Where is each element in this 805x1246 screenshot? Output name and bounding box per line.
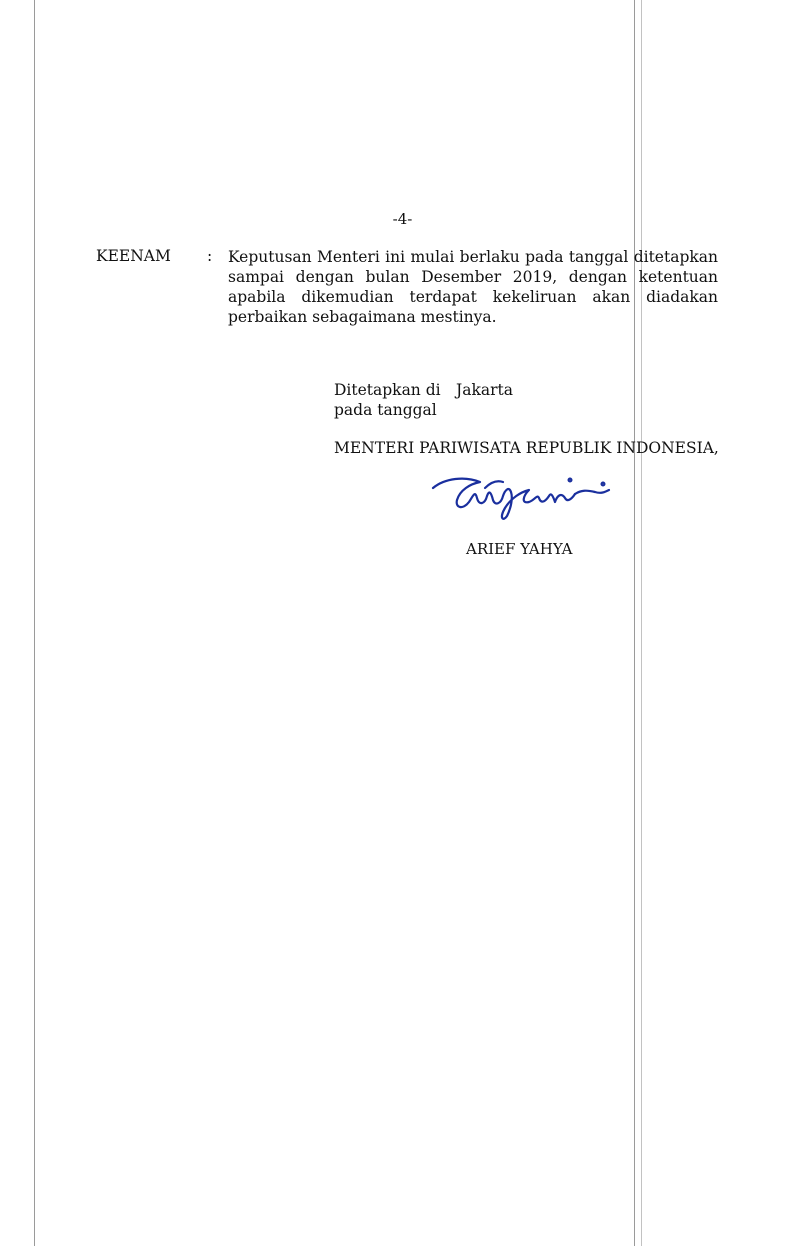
- scan-edge-right-1: [634, 0, 635, 1246]
- enactment-date-row: [334, 400, 513, 420]
- place-value: Jakarta: [456, 381, 513, 399]
- signatory-title: MENTERI PARIWISATA REPUBLIK INDONESIA,: [334, 439, 719, 457]
- scan-edge-right-2: [641, 0, 642, 1246]
- article-label: KEENAM: [96, 247, 171, 265]
- page-number: -4-: [392, 210, 413, 228]
- article-separator: :: [207, 247, 213, 265]
- place-label: Ditetapkan di: [334, 381, 441, 399]
- enactment-place-row: [334, 380, 513, 400]
- signatory-name: ARIEF YAHYA: [466, 540, 573, 558]
- handwritten-signature: [425, 468, 615, 528]
- date-label: pada tanggal: [334, 401, 437, 419]
- enactment-block: [334, 380, 513, 420]
- article-body: Keputusan Menteri ini mulai berlaku pada tanggal ditetapkan sampai dengan bulan Desember 2019, dengan ketentuan apabila dikemudian terdapat kekeliruan akan diadakan perbaikan sebagaimana mestinya.: [228, 248, 718, 326]
- scan-edge-left: [34, 0, 35, 1246]
